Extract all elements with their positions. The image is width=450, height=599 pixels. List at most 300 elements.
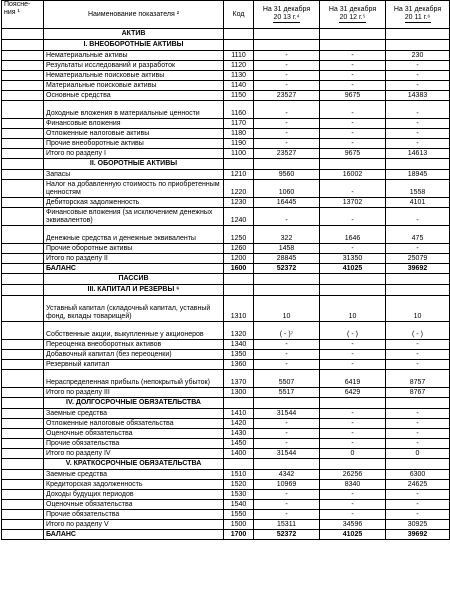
value-2011: - [386, 409, 450, 419]
indicator-name: Отложенные налоговые активы [44, 129, 224, 139]
table-row [2, 101, 450, 119]
value-cell [386, 40, 450, 51]
value-2013: - [254, 439, 320, 449]
code-cell [224, 274, 254, 285]
note-cell [2, 274, 44, 285]
value-2013: - [254, 340, 320, 350]
value-2012: 41025 [320, 530, 386, 540]
value-2013: 31544 [254, 409, 320, 419]
value-2011: 8767 [386, 388, 450, 398]
value-2012: 1646 [320, 226, 386, 244]
value-cell [254, 285, 320, 296]
value-2012: - [320, 500, 386, 510]
line-code: 1250 [224, 226, 254, 244]
indicator-name: БАЛАНС [44, 530, 224, 540]
value-2012: - [320, 81, 386, 91]
value-2013: 4342 [254, 470, 320, 480]
value-2012: - [320, 439, 386, 449]
value-cell [254, 398, 320, 409]
line-code: 1370 [224, 370, 254, 388]
header-col-2012 [320, 1, 386, 29]
value-2013: 10 [254, 296, 320, 322]
value-2012: 6429 [320, 388, 386, 398]
value-2011: 24625 [386, 480, 450, 490]
value-2011: 39692 [386, 530, 450, 540]
note-cell [2, 71, 44, 81]
line-code: 1110 [224, 51, 254, 61]
value-2011: - [386, 81, 450, 91]
value-2013: 16445 [254, 198, 320, 208]
value-2012: - [320, 61, 386, 71]
note-cell [2, 388, 44, 398]
value-2013: - [254, 490, 320, 500]
value-2011: - [386, 61, 450, 71]
table-row [2, 51, 450, 61]
note-cell [2, 119, 44, 129]
value-2011: - [386, 510, 450, 520]
section-title: V. КРАТКОСРОЧНЫЕ ОБЯЗАТЕЛЬСТВА [44, 459, 224, 470]
value-2012: - [320, 71, 386, 81]
note-cell [2, 350, 44, 360]
table-row [2, 510, 450, 520]
value-2012: - [320, 409, 386, 419]
value-cell [254, 274, 320, 285]
value-2012: 34596 [320, 520, 386, 530]
note-cell [2, 180, 44, 198]
line-code: 1420 [224, 419, 254, 429]
header-col-2013-year: 20 13 г.⁴ [273, 14, 300, 21]
value-cell [254, 159, 320, 170]
section-title: ПАССИВ [44, 274, 224, 285]
value-2013: 28845 [254, 254, 320, 264]
line-code: 1220 [224, 180, 254, 198]
section-row [2, 29, 450, 40]
line-code: 1240 [224, 208, 254, 226]
value-cell [386, 29, 450, 40]
value-2013: - [254, 208, 320, 226]
total-row [2, 264, 450, 274]
value-2011: - [386, 360, 450, 370]
note-cell [2, 360, 44, 370]
value-2012: 31350 [320, 254, 386, 264]
table-row [2, 370, 450, 388]
indicator-name: Результаты исследований и разработок [44, 61, 224, 71]
value-2012: 41025 [320, 264, 386, 274]
value-2011: 4101 [386, 198, 450, 208]
value-cell [386, 285, 450, 296]
value-2011: 230 [386, 51, 450, 61]
line-code: 1200 [224, 254, 254, 264]
value-2013: - [254, 61, 320, 71]
code-cell [224, 40, 254, 51]
value-2013: - [254, 129, 320, 139]
note-cell [2, 226, 44, 244]
line-code: 1180 [224, 129, 254, 139]
header-indicator-name: Наименование показателя ² [44, 1, 224, 29]
header-col-2012-line1: На 31 декабря [328, 6, 377, 13]
value-2013: - [254, 119, 320, 129]
header-code: Код [224, 1, 254, 29]
section-title: III. КАПИТАЛ И РЕЗЕРВЫ ⁶ [44, 285, 224, 296]
value-2011: - [386, 71, 450, 81]
indicator-name: Прочие обязательства [44, 510, 224, 520]
line-code: 1450 [224, 439, 254, 449]
value-2012: 10 [320, 296, 386, 322]
value-2013: 52372 [254, 264, 320, 274]
indicator-name: Заемные средства [44, 409, 224, 419]
indicator-name: Уставный капитал (складочный капитал, уставный фонд, вклады товарищей) [44, 296, 224, 322]
note-cell [2, 429, 44, 439]
table-body [2, 29, 450, 540]
note-cell [2, 264, 44, 274]
value-2012: 13702 [320, 198, 386, 208]
value-2013: - [254, 510, 320, 520]
indicator-name: Резервный капитал [44, 360, 224, 370]
line-code: 1540 [224, 500, 254, 510]
line-code: 1100 [224, 149, 254, 159]
value-2011: - [386, 119, 450, 129]
section-row [2, 274, 450, 285]
note-cell [2, 101, 44, 119]
note-cell [2, 149, 44, 159]
note-cell [2, 419, 44, 429]
note-cell [2, 61, 44, 71]
table-row [2, 254, 450, 264]
value-2013: ( - )⁷ [254, 322, 320, 340]
value-cell [320, 285, 386, 296]
table-row [2, 61, 450, 71]
value-2013: - [254, 51, 320, 61]
value-cell [254, 29, 320, 40]
value-cell [320, 274, 386, 285]
value-2011: - [386, 129, 450, 139]
indicator-name: Материальные поисковые активы [44, 81, 224, 91]
value-2012: - [320, 510, 386, 520]
note-cell [2, 81, 44, 91]
note-cell [2, 51, 44, 61]
value-2013: - [254, 429, 320, 439]
value-2012: ( - ) [320, 322, 386, 340]
header-col-2013 [254, 1, 320, 29]
value-2011: - [386, 500, 450, 510]
note-cell [2, 139, 44, 149]
section-title: II. ОБОРОТНЫЕ АКТИВЫ [44, 159, 224, 170]
indicator-name: Налог на добавленную стоимость по приобретенным ценностям [44, 180, 224, 198]
value-2012: - [320, 429, 386, 439]
value-2013: - [254, 360, 320, 370]
indicator-name: Итого по разделу II [44, 254, 224, 264]
table-row [2, 350, 450, 360]
table-row [2, 198, 450, 208]
table-row [2, 500, 450, 510]
value-2012: - [320, 419, 386, 429]
note-cell [2, 490, 44, 500]
table-header-row [2, 1, 450, 29]
line-code: 1320 [224, 322, 254, 340]
value-2011: 30925 [386, 520, 450, 530]
value-2013: 23527 [254, 91, 320, 101]
table-row [2, 449, 450, 459]
value-cell [386, 459, 450, 470]
note-cell [2, 500, 44, 510]
section-row [2, 459, 450, 470]
table-row [2, 170, 450, 180]
table-row [2, 149, 450, 159]
value-cell [320, 159, 386, 170]
value-2012: 26256 [320, 470, 386, 480]
value-2012: - [320, 244, 386, 254]
value-2012: - [320, 180, 386, 198]
value-2011: 8757 [386, 370, 450, 388]
indicator-name: Прочие оборотные активы [44, 244, 224, 254]
section-row [2, 285, 450, 296]
note-cell [2, 208, 44, 226]
value-2013: 322 [254, 226, 320, 244]
value-cell [320, 459, 386, 470]
table-row [2, 81, 450, 91]
note-cell [2, 322, 44, 340]
table-row [2, 409, 450, 419]
value-2013: - [254, 71, 320, 81]
value-2013: 10969 [254, 480, 320, 490]
value-cell [386, 398, 450, 409]
header-col-2011 [386, 1, 450, 29]
section-row [2, 159, 450, 170]
value-2012: - [320, 51, 386, 61]
note-cell [2, 159, 44, 170]
indicator-name: Итого по разделу IV [44, 449, 224, 459]
value-2011: - [386, 419, 450, 429]
indicator-name: Запасы [44, 170, 224, 180]
value-cell [320, 29, 386, 40]
line-code: 1310 [224, 296, 254, 322]
value-2011: - [386, 101, 450, 119]
table-row [2, 296, 450, 322]
indicator-name: Прочие внеоборотные активы [44, 139, 224, 149]
indicator-name: Итого по разделу III [44, 388, 224, 398]
table-row [2, 244, 450, 254]
line-code: 1150 [224, 91, 254, 101]
table-row [2, 429, 450, 439]
value-2011: 39692 [386, 264, 450, 274]
note-cell [2, 480, 44, 490]
code-cell [224, 29, 254, 40]
value-2011: 6300 [386, 470, 450, 480]
value-2011: - [386, 244, 450, 254]
line-code: 1500 [224, 520, 254, 530]
value-2013: 23527 [254, 149, 320, 159]
value-2013: - [254, 101, 320, 119]
table-row [2, 322, 450, 340]
value-2013: 15311 [254, 520, 320, 530]
value-2013: 31544 [254, 449, 320, 459]
value-2013: - [254, 419, 320, 429]
line-code: 1160 [224, 101, 254, 119]
line-code: 1550 [224, 510, 254, 520]
header-col-2012-year: 20 12 г.⁵ [339, 14, 366, 21]
section-row [2, 40, 450, 51]
balance-sheet-table [1, 0, 450, 540]
note-cell [2, 285, 44, 296]
indicator-name: Основные средства [44, 91, 224, 101]
value-cell [254, 459, 320, 470]
indicator-name: Кредиторская задолженность [44, 480, 224, 490]
indicator-name: Оценочные обязательства [44, 429, 224, 439]
table-row [2, 340, 450, 350]
value-2013: 1458 [254, 244, 320, 254]
value-2012: - [320, 139, 386, 149]
table-row [2, 360, 450, 370]
value-2013: 5517 [254, 388, 320, 398]
header-col-2011-year: 20 11 г.⁶ [404, 14, 431, 21]
indicator-name: Финансовые вложения (за исключением денежных эквивалентов) [44, 208, 224, 226]
indicator-name: БАЛАНС [44, 264, 224, 274]
value-2011: 14613 [386, 149, 450, 159]
note-cell [2, 244, 44, 254]
table-row [2, 439, 450, 449]
line-code: 1340 [224, 340, 254, 350]
value-2011: - [386, 439, 450, 449]
code-cell [224, 459, 254, 470]
note-cell [2, 340, 44, 350]
note-cell [2, 254, 44, 264]
note-cell [2, 530, 44, 540]
indicator-name: Переоценка внеоборотных активов [44, 340, 224, 350]
value-2011: - [386, 429, 450, 439]
section-title: АКТИВ [44, 29, 224, 40]
indicator-name: Заемные средства [44, 470, 224, 480]
value-2012: 6419 [320, 370, 386, 388]
section-title: I. ВНЕОБОРОТНЫЕ АКТИВЫ [44, 40, 224, 51]
line-code: 1700 [224, 530, 254, 540]
value-2013: - [254, 81, 320, 91]
value-2013: 1060 [254, 180, 320, 198]
line-code: 1300 [224, 388, 254, 398]
value-2011: - [386, 490, 450, 500]
value-2012: - [320, 101, 386, 119]
note-cell [2, 29, 44, 40]
code-cell [224, 285, 254, 296]
value-cell [320, 40, 386, 51]
note-cell [2, 296, 44, 322]
value-2011: 10 [386, 296, 450, 322]
indicator-name: Оценочные обязательства [44, 500, 224, 510]
value-cell [386, 159, 450, 170]
note-cell [2, 510, 44, 520]
value-2013: 5507 [254, 370, 320, 388]
value-2011: - [386, 340, 450, 350]
value-2011: 14383 [386, 91, 450, 101]
line-code: 1350 [224, 350, 254, 360]
table-row [2, 226, 450, 244]
note-cell [2, 370, 44, 388]
note-cell [2, 170, 44, 180]
line-code: 1120 [224, 61, 254, 71]
line-code: 1530 [224, 490, 254, 500]
line-code: 1170 [224, 119, 254, 129]
code-cell [224, 159, 254, 170]
note-cell [2, 91, 44, 101]
indicator-name: Итого по разделу I [44, 149, 224, 159]
indicator-name: Доходы будущих периодов [44, 490, 224, 500]
value-2011: 475 [386, 226, 450, 244]
section-row [2, 398, 450, 409]
value-2012: - [320, 350, 386, 360]
value-2013: - [254, 500, 320, 510]
table-row [2, 388, 450, 398]
line-code: 1130 [224, 71, 254, 81]
note-cell [2, 470, 44, 480]
table-row [2, 470, 450, 480]
value-2013: - [254, 139, 320, 149]
line-code: 1260 [224, 244, 254, 254]
value-cell [254, 40, 320, 51]
line-code: 1190 [224, 139, 254, 149]
section-title: IV. ДОЛГОСРОЧНЫЕ ОБЯЗАТЕЛЬСТВА [44, 398, 224, 409]
line-code: 1210 [224, 170, 254, 180]
indicator-name: Собственные акции, выкупленные у акционеров [44, 322, 224, 340]
header-col-2013-line1: На 31 декабря [262, 6, 311, 13]
code-cell [224, 398, 254, 409]
table-row [2, 419, 450, 429]
value-2012: 8340 [320, 480, 386, 490]
line-code: 1600 [224, 264, 254, 274]
table-row [2, 208, 450, 226]
note-cell [2, 398, 44, 409]
value-2012: - [320, 490, 386, 500]
value-2012: - [320, 119, 386, 129]
value-cell [320, 398, 386, 409]
value-2011: - [386, 208, 450, 226]
value-2012: 9675 [320, 149, 386, 159]
note-cell [2, 409, 44, 419]
indicator-name: Нематериальные поисковые активы [44, 71, 224, 81]
table-row [2, 129, 450, 139]
indicator-name: Добавочный капитал (без переоценки) [44, 350, 224, 360]
value-2012: - [320, 360, 386, 370]
indicator-name: Нераспределенная прибыль (непокрытый убыток) [44, 370, 224, 388]
table-row [2, 520, 450, 530]
value-2012: 0 [320, 449, 386, 459]
total-row [2, 530, 450, 540]
value-2011: 1558 [386, 180, 450, 198]
indicator-name: Нематериальные активы [44, 51, 224, 61]
line-code: 1140 [224, 81, 254, 91]
value-cell [386, 274, 450, 285]
table-row [2, 480, 450, 490]
indicator-name: Прочие обязательства [44, 439, 224, 449]
note-cell [2, 459, 44, 470]
note-cell [2, 40, 44, 51]
indicator-name: Отложенные налоговые обязательства [44, 419, 224, 429]
header-note: Поясне-ния ¹ [2, 1, 44, 29]
line-code: 1400 [224, 449, 254, 459]
value-2012: 9675 [320, 91, 386, 101]
line-code: 1520 [224, 480, 254, 490]
value-2011: 25079 [386, 254, 450, 264]
line-code: 1510 [224, 470, 254, 480]
value-2012: - [320, 340, 386, 350]
table-row [2, 180, 450, 198]
note-cell [2, 520, 44, 530]
value-2012: - [320, 208, 386, 226]
note-cell [2, 439, 44, 449]
value-2011: - [386, 350, 450, 360]
value-2011: 0 [386, 449, 450, 459]
value-2012: 16002 [320, 170, 386, 180]
indicator-name: Итого по разделу V [44, 520, 224, 530]
header-col-2011-line1: На 31 декабря [393, 6, 442, 13]
